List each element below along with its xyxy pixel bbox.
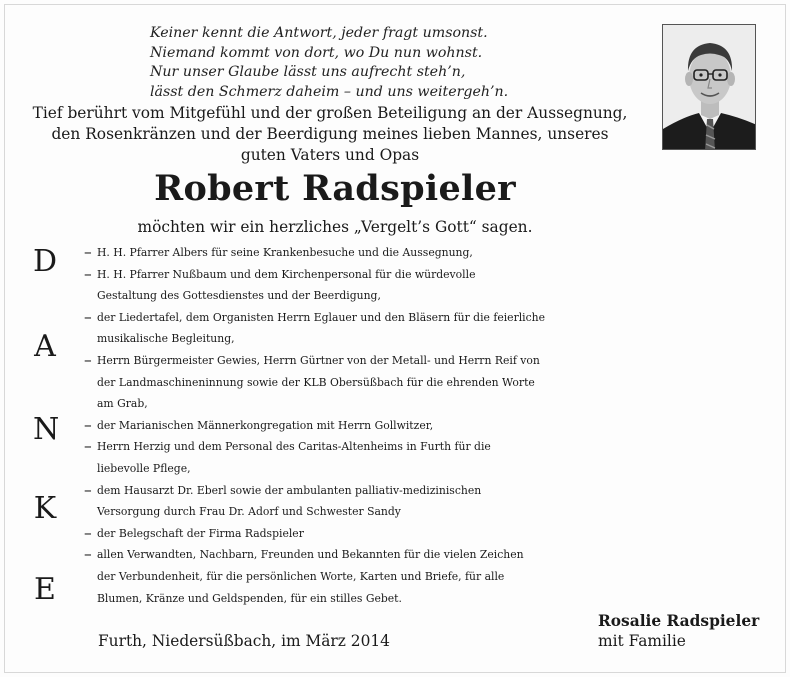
poem-line: Nur unser Glaube lässt uns aufrecht steh’n, [150, 64, 466, 80]
signature-family: mit Familie [598, 632, 686, 650]
list-item [84, 415, 760, 437]
dash: – [84, 480, 92, 499]
list-item [84, 544, 760, 609]
list-item-line: Gestaltung des Gottesdienstes und der Beerdigung, [97, 289, 381, 303]
list-item-line: Versorgung durch Frau Dr. Adorf und Schwester Sandy [97, 505, 401, 519]
danke-letter: A [34, 329, 56, 364]
list-item-line: der Marianischen Männerkongregation mit Herrn Gollwitzer, [97, 418, 434, 432]
danke-letter: E [34, 572, 56, 607]
dash: – [84, 350, 92, 369]
portrait-image [663, 25, 756, 150]
dash: – [84, 523, 92, 542]
list-item-line: H. H. Pfarrer Albers für seine Krankenbesuche und die Aussegnung, [97, 246, 473, 259]
list-item [84, 523, 760, 545]
danke-letter: N [33, 412, 60, 447]
deceased-name: Robert Radspieler [154, 168, 516, 209]
list-item-line: musikalische Begleitung, [97, 332, 235, 346]
list-item-line: dem Hausarzt Dr. Eberl sowie der ambulanten palliativ-medizinischen [97, 483, 482, 497]
list-item-line: allen Verwandten, Nachbarn, Freunden und Bekannten für die vielen Zeichen [97, 548, 524, 562]
poem [150, 24, 620, 102]
intro-text [30, 103, 630, 166]
list-item-line: am Grab, [97, 397, 148, 411]
list-item-line: Herrn Herzig und dem Personal des Caritas-Altenheims in Furth für die [97, 440, 491, 454]
list-item-line: Herrn Bürgermeister Gewies, Herrn Gürtner von der Metall- und Herrn Reif von [97, 353, 540, 367]
list-item-line: Blumen, Kränze und Geldspenden, für ein stilles Gebet. [97, 591, 402, 605]
list-item [84, 436, 760, 479]
list-item [84, 242, 760, 264]
poem-line: Keiner kennt die Antwort, jeder fragt umsonst. [150, 25, 488, 41]
list-item [84, 264, 760, 307]
poem-line: lässt den Schmerz daheim – und uns weitergeh’n. [150, 83, 509, 100]
intro-line: den Rosenkränzen und der Beerdigung meines lieben Mannes, unseres [51, 125, 609, 143]
intro-line: guten Vaters und Opas [240, 146, 420, 164]
dash: – [84, 545, 92, 564]
dash: – [84, 307, 92, 326]
place-date: Furth, Niedersüßbach, im März 2014 [98, 632, 390, 650]
signature-name: Rosalie Radspieler [598, 612, 760, 630]
dash: – [84, 264, 92, 283]
thanks-line: möchten wir ein herzliches „Vergelt’s Gott“ sagen. [137, 218, 533, 236]
poem-line: Niemand kommt von dort, wo Du nun wohnst. [150, 44, 483, 61]
list-item-line: der Landmaschineninnung sowie der KLB Obersüßbach für die ehrenden Worte [97, 375, 535, 389]
list-item-line: H. H. Pfarrer Nußbaum und dem Kirchenpersonal für die würdevolle [97, 267, 476, 281]
list-item [84, 480, 760, 523]
list-item-line: der Belegschaft der Firma Radspieler [97, 526, 304, 540]
list-item-line: der Liedertafel, dem Organisten Herrn Eglauer und den Bläsern für die feierliche [97, 310, 546, 324]
list-item [84, 350, 760, 415]
list-item [84, 307, 760, 350]
dash: – [84, 437, 92, 456]
dash: – [84, 415, 92, 434]
danke-letter: K [33, 491, 57, 526]
portrait-photo [662, 24, 756, 150]
dash: – [84, 243, 92, 261]
thanks-list [84, 242, 760, 609]
list-item-line: liebevolle Pflege, [97, 461, 191, 475]
list-item-line: der Verbundenheit, für die persönlichen Worte, Karten und Briefe, für alle [97, 569, 505, 583]
intro-line: Tief berührt vom Mitgefühl und der großen Beteiligung an der Aussegnung, [32, 104, 628, 122]
danke-letter: D [33, 244, 58, 279]
